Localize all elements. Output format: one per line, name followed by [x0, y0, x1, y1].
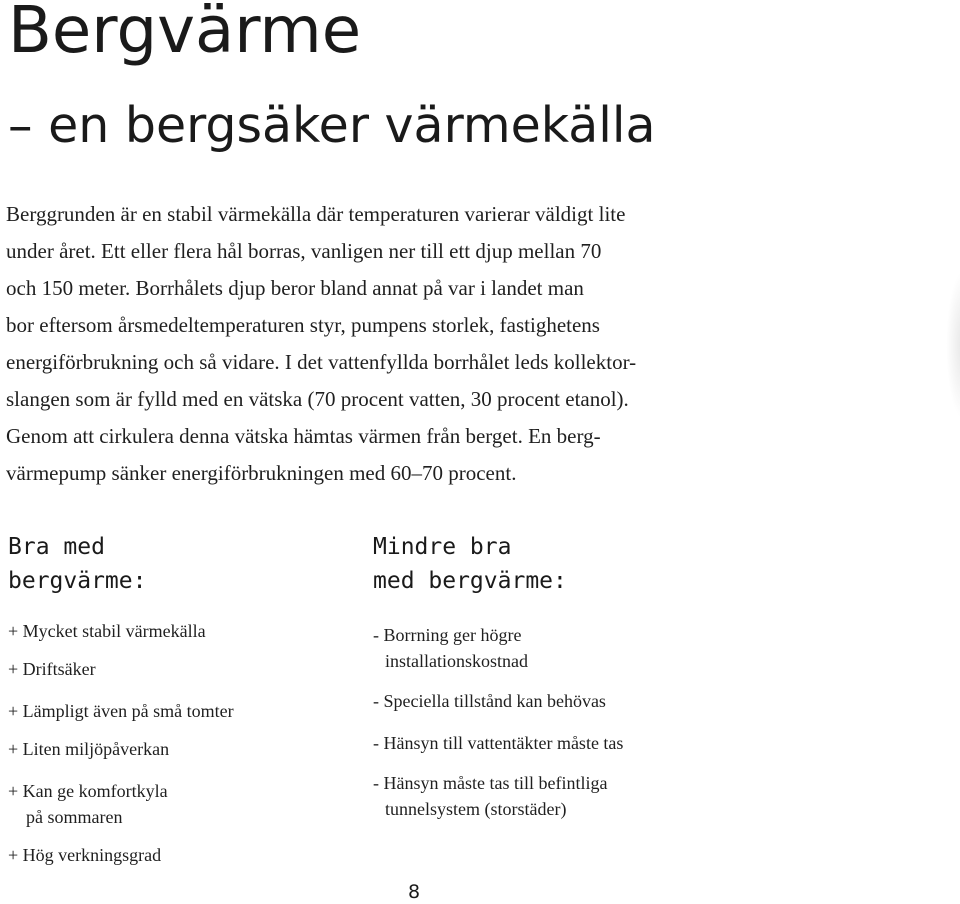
paragraph-line: energiförbrukning och så vidare. I det vattenfyllda borrhålet leds kollektor- [6, 350, 637, 374]
pros-item [8, 778, 168, 830]
page-number: 8 [408, 881, 421, 903]
cons-heading-line: Mindre bra [373, 534, 512, 560]
paragraph-line: och 150 meter. Borrhålets djup beror bland annat på var i landet man [6, 276, 584, 300]
pros-heading [8, 530, 146, 598]
paragraph-line: bor eftersom årsmedeltemperaturen styr, pumpens storlek, fastighetens [6, 313, 600, 337]
cons-item [373, 688, 606, 714]
paragraph-line: under året. Ett eller flera hål borras, vanligen ner till ett djup mellan 70 [6, 239, 602, 263]
pros-item [8, 656, 96, 682]
cons-item [373, 622, 528, 674]
page-subtitle: – en bergsäker värmekälla [8, 97, 656, 154]
paragraph-line: värmepump sänker energiförbrukningen med 60–70 procent. [6, 461, 517, 485]
cons-heading-line: med bergvärme: [373, 568, 567, 594]
pros-item-text: + Lämpligt även på små tomter [8, 701, 234, 721]
cons-list [373, 622, 773, 832]
pros-item [8, 842, 161, 868]
cons-heading [373, 530, 567, 598]
pros-item [8, 698, 234, 724]
cons-item [373, 730, 623, 756]
pros-heading-line: bergvärme: [8, 568, 147, 594]
pros-item-text: + Liten miljöpåverkan [8, 739, 170, 759]
paragraph-line: Genom att cirkulera denna vätska hämtas värmen från berget. En berg- [6, 424, 601, 448]
pros-item-text: + Hög verkningsgrad [8, 845, 162, 865]
pros-list [8, 618, 348, 878]
pros-item-text: + Driftsäker [8, 659, 96, 679]
cons-item-text: - Speciella tillstånd kan behövas [373, 691, 606, 711]
cons-item [373, 770, 607, 822]
paragraph-line: slangen som är fylld med en vätska (70 procent vatten, 30 procent etanol). [6, 387, 629, 411]
pros-item [8, 618, 206, 644]
cons-item-text: - Borrning ger högre [373, 625, 522, 645]
paragraph-line: Berggrunden är en stabil värmekälla där temperaturen varierar väldigt lite [6, 202, 626, 226]
page-edge-shadow [946, 270, 960, 420]
pros-item-text: på sommaren [26, 807, 123, 827]
cons-item-text: - Hänsyn till vattentäkter måste tas [373, 733, 624, 753]
cons-item-text: - Hänsyn måste tas till befintliga [373, 773, 608, 793]
intro-paragraph [6, 196, 736, 492]
pros-item-text: + Mycket stabil värmekälla [8, 621, 206, 641]
page-title: Bergvärme [8, 0, 362, 68]
cons-item-text: tunnelsystem (storstäder) [385, 799, 567, 819]
pros-item-text: + Kan ge komfortkyla [8, 781, 168, 801]
pros-heading-line: Bra med [8, 534, 105, 560]
pros-item [8, 736, 169, 762]
cons-item-text: installationskostnad [385, 651, 528, 671]
